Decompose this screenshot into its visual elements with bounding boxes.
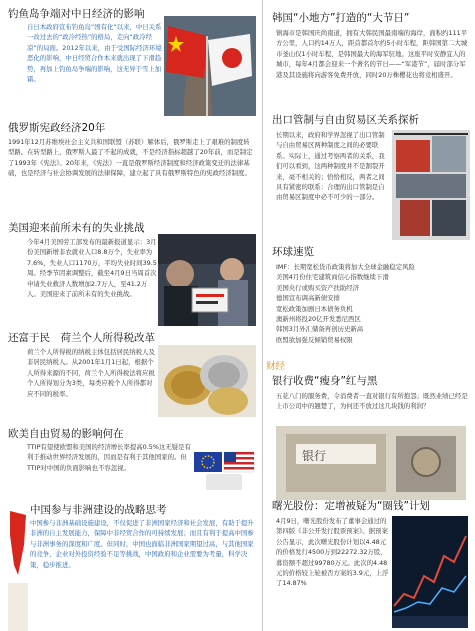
article-title-korea-festival[interactable]: 韩国“小地方”打造的“大节日”: [272, 12, 410, 24]
article-title-china-africa[interactable]: 中国参与非洲建设的战略思考: [30, 504, 167, 516]
news-brief-item[interactable]: 澳新州将投20亿开发悉尼西区: [276, 315, 361, 324]
svg-text:银行: 银行: [302, 449, 327, 463]
article-body-russia: 1991年12月苏维埃社会主义共和国联盟（苏联）解体后，俄罗斯走上了艰难的制度转型路。在转型路上，俄罗斯人最了不起的成就，不是经济指标超越了20年前，而是制定了1993年《宪法》。20年来，《宪法》一直是俄罗斯经济制度和经济政策变迁的法律基础，也是经济与社会协调发展的法律保障，建立起了具有俄罗斯特色的宪政经济制度。: [8, 138, 253, 178]
article-body-us-unemployment: 今年4月美国劳工部发布的最新报道显示：3月份美国新增非农就业人口8.8万个，失业率为7.6%，失业人口1170万，平均失业时间39.5周。经季节因素调整后，截至4月9日当周首次申请失业救济人数增加2.7万人，至41.2万人。美国迎来了前所未有的失业挑战。: [27, 238, 157, 299]
news-brief-item[interactable]: 美国央行或购买资产扶助经济: [276, 283, 360, 292]
section-label-finance: 财经: [266, 361, 286, 372]
news-brief-item[interactable]: 欧盟欲加强反倾销贸易权限: [276, 335, 353, 344]
article-body-shuguang: 4月9日，曙光股份发布了董事会通过的第四版《非公开发行股票预案》。据预案公告显示，此次曙光股份计划以4.48元的价格发行4500万到22272.32万股，募资额不超过99780万元。此次的4.48元的价格较上轮被否方案的3.9元，上浮了14.87%: [276, 517, 389, 588]
africa-map-image: [8, 505, 28, 631]
article-body-eu-us-trade: TTIP有望使欧盟和美国的经济增长率提高0.5%这无疑是有利于推动世界经济发展的，因而是有利于其他国家的。但TTIP对中国的负面影响也不容忽视。: [27, 443, 191, 472]
now-hiring-photo: [158, 234, 256, 326]
stock-chart-photo: [392, 516, 468, 628]
column-divider: [262, 0, 263, 631]
article-title-shuguang[interactable]: 曙光股份：定增被疑为“圈钱”计划: [272, 500, 430, 512]
eu-us-flags-image: [192, 446, 256, 496]
article-title-eu-us-trade[interactable]: 欧美自由贸易的影响何在: [8, 428, 124, 440]
news-brief-item[interactable]: 美国4月份住宅建筑商信心指数继续下滑: [276, 273, 389, 282]
article-title-bank-fees[interactable]: 银行收费“瘦身”红与黑: [272, 375, 378, 387]
article-title-export-control[interactable]: 出口管制与自由贸易区关系探析: [272, 114, 419, 126]
news-brief-list: [276, 262, 468, 352]
article-body-korea-festival: 镇海市是韩国庆尚南道，拥有大韩民国最南端的海岸，面积约111平方公里，人口约14万人，距首都首尔约5小时车程，距韩国第二大城市釜山仅1小时车程，是韩国最大的海军驻地。这座平时安静宜人的城市，每年4月都会迎来一个著名的节日——“军港节”，届时部分军港及其设施将向游客免费开放，同时20万株樱花也将竞相盛开。: [276, 29, 468, 79]
article-body-bank-fees: 五花八门的服务费，令消费者一直对银行有所抱怨；既然业绩已经是上市公司中的翘楚了，为何还不放过这几块钱的利润？: [276, 392, 468, 411]
china-japan-flags-image: [164, 16, 256, 116]
bank-building-photo: [276, 426, 466, 500]
article-body-china-africa: 中国参与非洲基础设施建设，不仅促进了非洲国家经济和社会发展，有助于提升非洲的自主发展能力，保障中非经贸合作的可持续发展；而且有利于提高中国参与非洲事务的深度和广度。但同时，中国也面临非洲国家期望过高，与其他国家的竞争，企业对外投资经验不足等挑战，中国政府和企业需要为考量，科学决策，稳步推进。: [30, 519, 254, 569]
article-body-netherlands-tax: 荷兰个人所得税的纳税主体包括居民纳税人及非居民纳税人。从2001年1月1日起，根据个人所得来源的不同，荷兰个人所得税法将应税个人所得划分为3类，每类应税个人所得都对应不同的税率。: [27, 348, 155, 398]
coins-photo: [158, 345, 256, 417]
news-brief-item[interactable]: IMF：长期宽松货币政策将加大全球金融稳定风险: [276, 263, 415, 271]
article-body-diaoyu: 自日本政府宣布钓鱼岛“国有化”以来，中日关系一改过去的“政冷经热”的格局，走向“政冷经凉”的局面。2012年以来，由于受国际经济环境恶化的影响，中日经贸合作本来就出现了下滑趋势，再加上钓鱼岛争端的影响，这无异于雪上加霜。: [27, 23, 162, 84]
news-brief-item[interactable]: 宽松政策加剧日本债务负机: [276, 304, 353, 313]
article-title-russia[interactable]: 俄罗斯宪政经济20年: [8, 122, 106, 134]
article-title-diaoyu[interactable]: 钓鱼岛争端对中日经济的影响: [8, 8, 145, 20]
container-port-photo: [392, 130, 470, 240]
article-title-netherlands-tax[interactable]: 还富于民 荷兰个人所得税改革: [8, 332, 155, 344]
news-brief-item[interactable]: 韩国3月外汇储备再创历史新高: [276, 325, 364, 334]
section-title-global-brief: 环球速览: [272, 246, 314, 258]
news-brief-item[interactable]: 德国宣布调高新债安排: [276, 294, 340, 303]
article-title-us-unemployment[interactable]: 美国迎来前所未有的失业挑战: [8, 222, 145, 234]
article-body-export-control: 长期以来，政府和学界忽视了出口管制与自由贸易区两种制度之间的必要联系。实际上，通过考察两者的关系，我们可以看到，这两种制度并不是割裂开来，毫不相关的；恰恰相反，两者之间具有紧密的联系：合理的出口管制是自由贸易区制度中必不可少的一部分。: [276, 131, 385, 202]
